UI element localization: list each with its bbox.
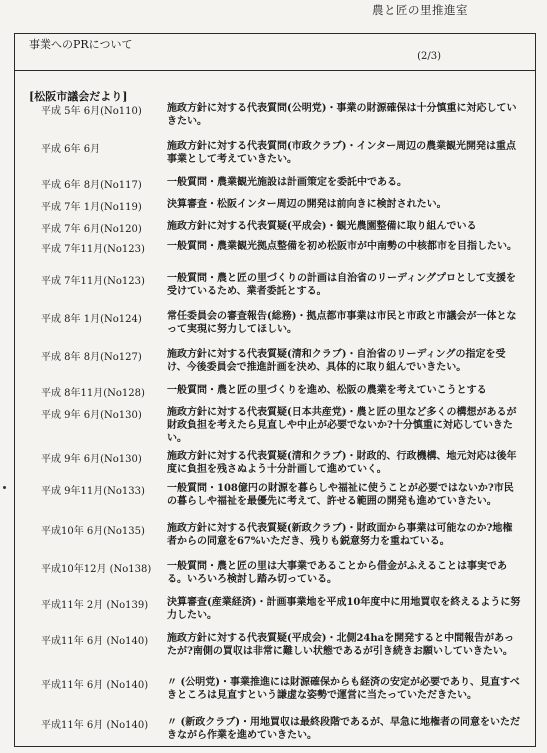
entry-text: 施政方針に対する代表質疑(清和クラブ)・自治省のリーディングの指定を受け、今後委員会で推進計画を決め、具体的に取り組んでいきたい。 <box>167 349 506 373</box>
entry-text: 一般質問・108億円の財源を暮らしや福祉に使うことが必要ではないか?市民の暮らしや福祉を最優先に考えて、許せる範囲の開発も進めていきたい。 <box>167 483 514 507</box>
entry-date: 平成 8年11月(No128) <box>41 388 145 399</box>
entry-text: 決算審査・松阪インター周辺の開発は前向きに検討されたい。 <box>167 199 447 210</box>
entry-date: 平成11年 6月 (No140) <box>41 680 149 691</box>
entry-date: 平成 5年 6月(No110) <box>41 106 142 117</box>
document-frame <box>14 33 536 747</box>
entry-text: 一般質問・農と匠の里づくりを進め、松阪の農業を考えていこうとする <box>167 385 487 396</box>
entry-date: 平成11年 2月 (No139) <box>41 600 149 611</box>
entry-date: 平成 9年 6月(No130) <box>41 410 142 421</box>
entry-text: 一般質問・農と匠の里は大事業であることから借金がふえることは事実である。いろいろ検討し踏み切っている。 <box>167 561 507 585</box>
entry-text: 施政方針に対する代表質疑(新政クラブ)・財政面から事業は可能なのか?地権者からの同意を67%いただき、残りも鋭意努力を重ねている。 <box>167 523 513 547</box>
entry-date: 平成 9年 6月(No130) <box>41 454 142 465</box>
page-number: (2/3) <box>417 51 441 62</box>
department-name: 農と匠の里推進室 <box>372 3 468 17</box>
entry-date: 平成10年 6月(No135) <box>41 526 145 537</box>
entry-text: 施政方針に対する代表質疑(平成会)・北側24haを開発すると中間報告があったが?南側の買収は非常に難しい状態であるが引き続きお願いしていきたい。 <box>167 633 515 657</box>
entry-date: 平成10年12月 (No138) <box>41 564 152 575</box>
entry-date: 平成 9年11月(No133) <box>41 486 145 497</box>
title-bar <box>15 34 535 71</box>
entry-date: 平成 8年 1月(No124) <box>41 314 142 325</box>
entry-date: 平成 7年 6月(No120) <box>41 224 142 235</box>
entry-text: 施政方針に対する代表質疑(平成会)・観光農園整備に取り組んでいる <box>167 221 477 232</box>
entry-text: 施政方針に対する代表質疑(日本共産党)・農と匠の里など多くの構想があるが財政負担を考えたら見直しや中止が必要でないか?十分慎重に対応していきたい。 <box>167 407 517 444</box>
entry-date: 平成 8年 8月(No127) <box>41 352 142 363</box>
entry-text: 常任委員会の審査報告(総務)・拠点都市事業は市民と市政と市議会が一体となって実現に努力してほしい。 <box>167 311 517 335</box>
document-title: 事業へのPRについて <box>29 38 133 51</box>
entry-date: 平成11年 6月 (No140) <box>41 636 149 647</box>
entry-text: 決算審査(産業経済)・計画事業地を平成10年度中に用地買収を終えるように努力したい。 <box>167 597 521 621</box>
entry-text: 一般質問・農業観光施設は計画策定を委託中である。 <box>167 177 407 188</box>
margin-mark <box>3 486 6 489</box>
entry-date: 平成 7年11月(No123) <box>41 244 145 255</box>
entry-text: 〃 (公明党)・事業推進には財源確保からも経済の安定が必要であり、見直すべきところは見直すという謙虚な姿勢で運営に当たっていただきたい。 <box>167 677 520 701</box>
entry-text: 施政方針に対する代表質問(公明党)・事業の財源確保は十分慎重に対応していきたい。 <box>167 103 517 127</box>
section-heading: [松阪市議会だより] <box>29 90 128 103</box>
entry-text: 施政方針に対する代表質問(市政クラブ)・インター周辺の農業観光開発は重点事業として考えていきたい。 <box>167 141 517 165</box>
entry-date: 平成 6年 8月(No117) <box>41 180 142 191</box>
entry-text: 〃 (新政クラブ)・用地買収は最終段階であるが、早急に地権者の同意をいただきながら作業を進めていきたい。 <box>167 717 520 741</box>
entry-date: 平成 7年11月(No123) <box>41 276 145 287</box>
entry-date: 平成 6年 6月 <box>41 144 101 155</box>
entry-text: 施政方針に対する代表質疑(清和クラブ)・財政的、行政機構、地元対応は後年度に負担を残さぬよう十分計画して進めていく。 <box>167 451 517 475</box>
entry-date: 平成11年 6月 (No140) <box>41 720 149 731</box>
entry-text: 一般質問・農業観光拠点整備を初め松阪市が中南勢の中核都市を目指したい。 <box>167 241 517 252</box>
entry-text: 一般質問・農と匠の里づくりの計画は自治省のリーディングプロとして支援を受けているため、業者委託とする。 <box>167 273 516 297</box>
entry-date: 平成 7年 1月(No119) <box>41 202 142 213</box>
